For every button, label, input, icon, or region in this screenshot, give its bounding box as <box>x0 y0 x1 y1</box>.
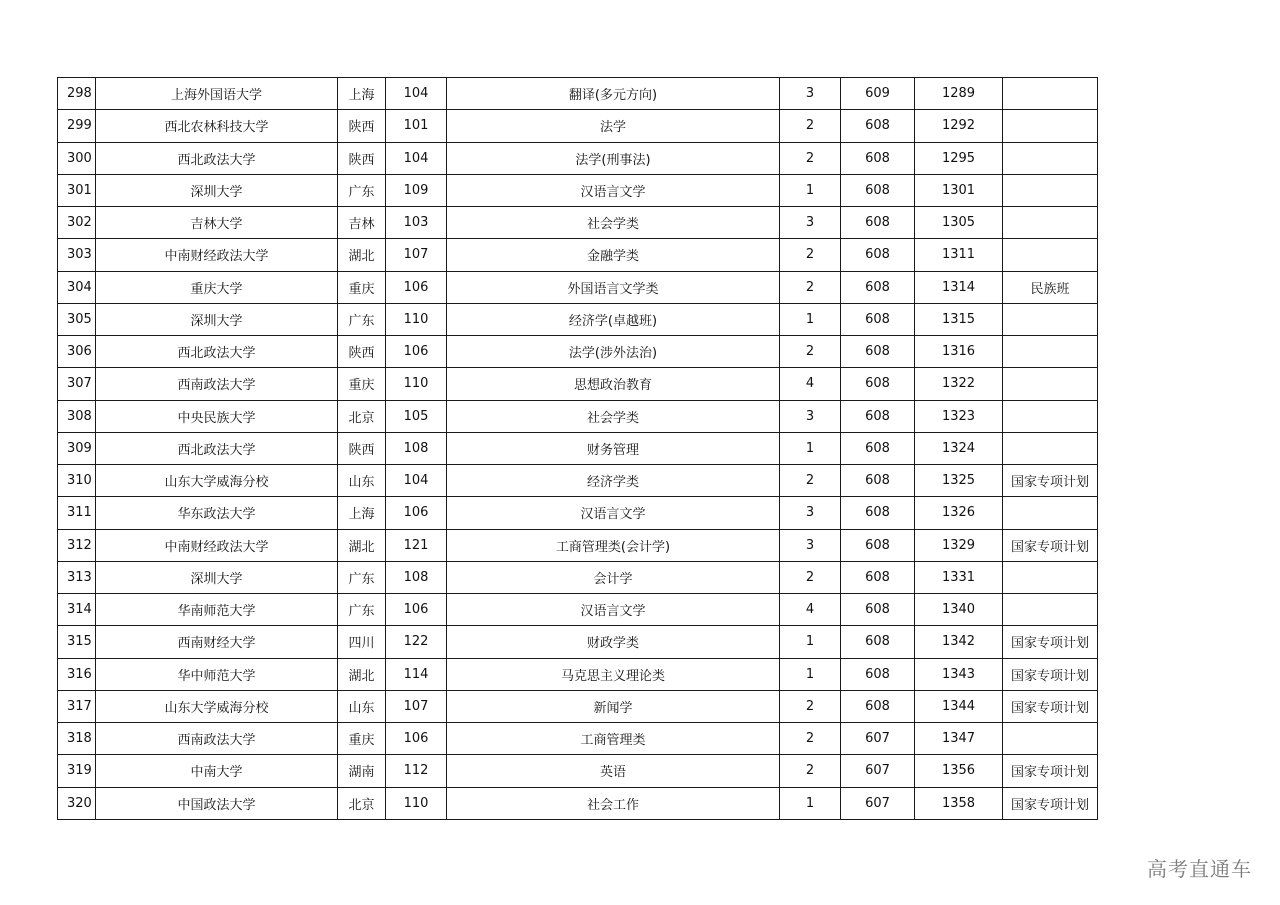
cell-rank: 303 <box>58 239 96 271</box>
cell-province: 陕西 <box>338 142 386 174</box>
cell-rank: 298 <box>58 78 96 110</box>
cell-school: 中央民族大学 <box>96 400 338 432</box>
cell-code: 106 <box>386 594 447 626</box>
cell-score: 608 <box>841 400 915 432</box>
cell-rank: 309 <box>58 432 96 464</box>
cell-major: 法学 <box>447 110 780 142</box>
cell-province: 陕西 <box>338 110 386 142</box>
cell-note: 国家专项计划 <box>1003 690 1098 722</box>
cell-province: 广东 <box>338 174 386 206</box>
cell-province: 陕西 <box>338 336 386 368</box>
cell-position: 1314 <box>915 271 1003 303</box>
cell-rank: 305 <box>58 303 96 335</box>
table-row <box>58 336 1098 368</box>
cell-province: 陕西 <box>338 432 386 464</box>
cell-position: 1326 <box>915 497 1003 529</box>
cell-province: 广东 <box>338 303 386 335</box>
cell-province: 重庆 <box>338 723 386 755</box>
table-row <box>58 626 1098 658</box>
cell-school: 山东大学威海分校 <box>96 465 338 497</box>
cell-province: 广东 <box>338 561 386 593</box>
cell-code: 108 <box>386 432 447 464</box>
cell-major: 经济学(卓越班) <box>447 303 780 335</box>
table-row <box>58 432 1098 464</box>
cell-code: 112 <box>386 755 447 787</box>
cell-major: 社会学类 <box>447 400 780 432</box>
cell-position: 1316 <box>915 336 1003 368</box>
cell-province: 重庆 <box>338 368 386 400</box>
cell-rank: 304 <box>58 271 96 303</box>
cell-position: 1331 <box>915 561 1003 593</box>
cell-province: 湖北 <box>338 529 386 561</box>
cell-school: 华中师范大学 <box>96 658 338 690</box>
cell-school: 西南政法大学 <box>96 368 338 400</box>
cell-plan: 3 <box>780 400 841 432</box>
cell-code: 109 <box>386 174 447 206</box>
cell-score: 608 <box>841 207 915 239</box>
cell-major: 会计学 <box>447 561 780 593</box>
table-row <box>58 303 1098 335</box>
cell-position: 1344 <box>915 690 1003 722</box>
cell-major: 财政学类 <box>447 626 780 658</box>
cell-score: 609 <box>841 78 915 110</box>
cell-code: 101 <box>386 110 447 142</box>
cell-position: 1347 <box>915 723 1003 755</box>
cell-major: 财务管理 <box>447 432 780 464</box>
cell-code: 114 <box>386 658 447 690</box>
cell-code: 110 <box>386 787 447 819</box>
cell-major: 外国语言文学类 <box>447 271 780 303</box>
cell-code: 107 <box>386 239 447 271</box>
cell-note: 国家专项计划 <box>1003 658 1098 690</box>
cell-note <box>1003 594 1098 626</box>
cell-rank: 299 <box>58 110 96 142</box>
cell-note: 国家专项计划 <box>1003 755 1098 787</box>
cell-position: 1295 <box>915 142 1003 174</box>
cell-school: 西北政法大学 <box>96 142 338 174</box>
cell-rank: 314 <box>58 594 96 626</box>
cell-major: 经济学类 <box>447 465 780 497</box>
cell-plan: 1 <box>780 174 841 206</box>
cell-code: 105 <box>386 400 447 432</box>
cell-score: 608 <box>841 626 915 658</box>
cell-major: 社会学类 <box>447 207 780 239</box>
cell-rank: 315 <box>58 626 96 658</box>
table-row <box>58 594 1098 626</box>
cell-position: 1301 <box>915 174 1003 206</box>
cell-school: 吉林大学 <box>96 207 338 239</box>
cell-major: 汉语言文学 <box>447 497 780 529</box>
cell-school: 上海外国语大学 <box>96 78 338 110</box>
cell-code: 104 <box>386 142 447 174</box>
cell-note <box>1003 336 1098 368</box>
table-row <box>58 658 1098 690</box>
table-row <box>58 239 1098 271</box>
cell-province: 上海 <box>338 78 386 110</box>
cell-major: 法学(刑事法) <box>447 142 780 174</box>
table-row <box>58 465 1098 497</box>
cell-score: 608 <box>841 110 915 142</box>
cell-score: 608 <box>841 336 915 368</box>
cell-plan: 3 <box>780 529 841 561</box>
cell-position: 1356 <box>915 755 1003 787</box>
cell-province: 吉林 <box>338 207 386 239</box>
cell-score: 608 <box>841 303 915 335</box>
cell-position: 1289 <box>915 78 1003 110</box>
cell-school: 中南大学 <box>96 755 338 787</box>
table-row <box>58 110 1098 142</box>
cell-position: 1311 <box>915 239 1003 271</box>
cell-province: 湖南 <box>338 755 386 787</box>
cell-note: 国家专项计划 <box>1003 787 1098 819</box>
cell-plan: 2 <box>780 561 841 593</box>
cell-score: 607 <box>841 787 915 819</box>
cell-rank: 313 <box>58 561 96 593</box>
cell-plan: 3 <box>780 207 841 239</box>
cell-rank: 302 <box>58 207 96 239</box>
cell-school: 西南政法大学 <box>96 723 338 755</box>
cell-score: 608 <box>841 594 915 626</box>
cell-code: 103 <box>386 207 447 239</box>
cell-rank: 312 <box>58 529 96 561</box>
cell-major: 汉语言文学 <box>447 594 780 626</box>
cell-province: 北京 <box>338 787 386 819</box>
cell-school: 中南财经政法大学 <box>96 529 338 561</box>
cell-score: 608 <box>841 271 915 303</box>
cell-major: 汉语言文学 <box>447 174 780 206</box>
cell-province: 山东 <box>338 690 386 722</box>
cell-score: 608 <box>841 497 915 529</box>
cell-school: 西北政法大学 <box>96 336 338 368</box>
table-body <box>58 78 1098 820</box>
cell-plan: 2 <box>780 271 841 303</box>
cell-plan: 1 <box>780 626 841 658</box>
cell-school: 西北农林科技大学 <box>96 110 338 142</box>
cell-code: 106 <box>386 723 447 755</box>
cell-school: 中南财经政法大学 <box>96 239 338 271</box>
cell-school: 西南财经大学 <box>96 626 338 658</box>
cell-note: 国家专项计划 <box>1003 626 1098 658</box>
cell-major: 新闻学 <box>447 690 780 722</box>
cell-school: 深圳大学 <box>96 303 338 335</box>
cell-position: 1358 <box>915 787 1003 819</box>
cell-score: 608 <box>841 432 915 464</box>
cell-rank: 319 <box>58 755 96 787</box>
cell-province: 湖北 <box>338 239 386 271</box>
cell-code: 110 <box>386 368 447 400</box>
cell-position: 1343 <box>915 658 1003 690</box>
cell-plan: 2 <box>780 239 841 271</box>
table-row <box>58 368 1098 400</box>
cell-school: 西北政法大学 <box>96 432 338 464</box>
cell-note <box>1003 723 1098 755</box>
table-row <box>58 142 1098 174</box>
cell-rank: 306 <box>58 336 96 368</box>
cell-score: 608 <box>841 174 915 206</box>
cell-major: 翻译(多元方向) <box>447 78 780 110</box>
cell-plan: 2 <box>780 690 841 722</box>
cell-code: 106 <box>386 497 447 529</box>
cell-score: 608 <box>841 658 915 690</box>
cell-position: 1329 <box>915 529 1003 561</box>
cell-province: 北京 <box>338 400 386 432</box>
cell-province: 重庆 <box>338 271 386 303</box>
table-row <box>58 690 1098 722</box>
cell-rank: 300 <box>58 142 96 174</box>
table-row <box>58 78 1098 110</box>
cell-school: 深圳大学 <box>96 174 338 206</box>
cell-province: 上海 <box>338 497 386 529</box>
table-row <box>58 787 1098 819</box>
cell-plan: 1 <box>780 432 841 464</box>
cell-note <box>1003 78 1098 110</box>
cell-school: 中国政法大学 <box>96 787 338 819</box>
cell-major: 英语 <box>447 755 780 787</box>
cell-note <box>1003 561 1098 593</box>
cell-plan: 1 <box>780 303 841 335</box>
cell-score: 608 <box>841 465 915 497</box>
cell-plan: 3 <box>780 78 841 110</box>
cell-plan: 3 <box>780 497 841 529</box>
cell-note: 国家专项计划 <box>1003 529 1098 561</box>
cell-rank: 311 <box>58 497 96 529</box>
cell-plan: 2 <box>780 723 841 755</box>
admission-table <box>57 77 1098 820</box>
table-row <box>58 174 1098 206</box>
cell-code: 104 <box>386 465 447 497</box>
cell-plan: 2 <box>780 110 841 142</box>
cell-position: 1340 <box>915 594 1003 626</box>
cell-note <box>1003 239 1098 271</box>
cell-score: 608 <box>841 529 915 561</box>
cell-score: 607 <box>841 723 915 755</box>
table-row <box>58 497 1098 529</box>
cell-position: 1305 <box>915 207 1003 239</box>
cell-code: 106 <box>386 271 447 303</box>
table-row <box>58 561 1098 593</box>
table-row <box>58 271 1098 303</box>
cell-score: 608 <box>841 142 915 174</box>
cell-rank: 310 <box>58 465 96 497</box>
cell-rank: 307 <box>58 368 96 400</box>
cell-school: 深圳大学 <box>96 561 338 593</box>
cell-plan: 1 <box>780 658 841 690</box>
cell-note <box>1003 497 1098 529</box>
cell-note <box>1003 110 1098 142</box>
cell-note <box>1003 174 1098 206</box>
cell-score: 608 <box>841 690 915 722</box>
cell-province: 四川 <box>338 626 386 658</box>
cell-score: 608 <box>841 561 915 593</box>
cell-school: 山东大学威海分校 <box>96 690 338 722</box>
cell-note <box>1003 142 1098 174</box>
cell-major: 工商管理类(会计学) <box>447 529 780 561</box>
cell-code: 104 <box>386 78 447 110</box>
cell-position: 1323 <box>915 400 1003 432</box>
table-row <box>58 529 1098 561</box>
cell-code: 110 <box>386 303 447 335</box>
cell-rank: 316 <box>58 658 96 690</box>
cell-note <box>1003 432 1098 464</box>
cell-note <box>1003 368 1098 400</box>
cell-rank: 308 <box>58 400 96 432</box>
cell-school: 华南师范大学 <box>96 594 338 626</box>
cell-province: 山东 <box>338 465 386 497</box>
cell-code: 122 <box>386 626 447 658</box>
cell-position: 1292 <box>915 110 1003 142</box>
cell-major: 工商管理类 <box>447 723 780 755</box>
cell-province: 广东 <box>338 594 386 626</box>
cell-major: 马克思主义理论类 <box>447 658 780 690</box>
cell-plan: 2 <box>780 336 841 368</box>
cell-position: 1315 <box>915 303 1003 335</box>
cell-school: 华东政法大学 <box>96 497 338 529</box>
cell-rank: 318 <box>58 723 96 755</box>
table-row <box>58 723 1098 755</box>
cell-plan: 2 <box>780 142 841 174</box>
cell-province: 湖北 <box>338 658 386 690</box>
cell-score: 608 <box>841 239 915 271</box>
cell-position: 1342 <box>915 626 1003 658</box>
cell-plan: 2 <box>780 755 841 787</box>
cell-note <box>1003 207 1098 239</box>
cell-plan: 1 <box>780 787 841 819</box>
cell-rank: 301 <box>58 174 96 206</box>
table-row <box>58 755 1098 787</box>
cell-code: 108 <box>386 561 447 593</box>
cell-code: 121 <box>386 529 447 561</box>
cell-school: 重庆大学 <box>96 271 338 303</box>
cell-rank: 320 <box>58 787 96 819</box>
cell-note: 国家专项计划 <box>1003 465 1098 497</box>
cell-plan: 4 <box>780 368 841 400</box>
cell-note: 民族班 <box>1003 271 1098 303</box>
table-row <box>58 207 1098 239</box>
cell-plan: 4 <box>780 594 841 626</box>
cell-score: 607 <box>841 755 915 787</box>
table-row <box>58 400 1098 432</box>
cell-plan: 2 <box>780 465 841 497</box>
cell-note <box>1003 303 1098 335</box>
cell-major: 法学(涉外法治) <box>447 336 780 368</box>
cell-rank: 317 <box>58 690 96 722</box>
cell-position: 1324 <box>915 432 1003 464</box>
cell-major: 金融学类 <box>447 239 780 271</box>
cell-code: 106 <box>386 336 447 368</box>
watermark-text: 高考直通车 <box>1147 857 1252 881</box>
cell-note <box>1003 400 1098 432</box>
cell-major: 思想政治教育 <box>447 368 780 400</box>
cell-position: 1322 <box>915 368 1003 400</box>
cell-score: 608 <box>841 368 915 400</box>
cell-position: 1325 <box>915 465 1003 497</box>
cell-major: 社会工作 <box>447 787 780 819</box>
cell-code: 107 <box>386 690 447 722</box>
